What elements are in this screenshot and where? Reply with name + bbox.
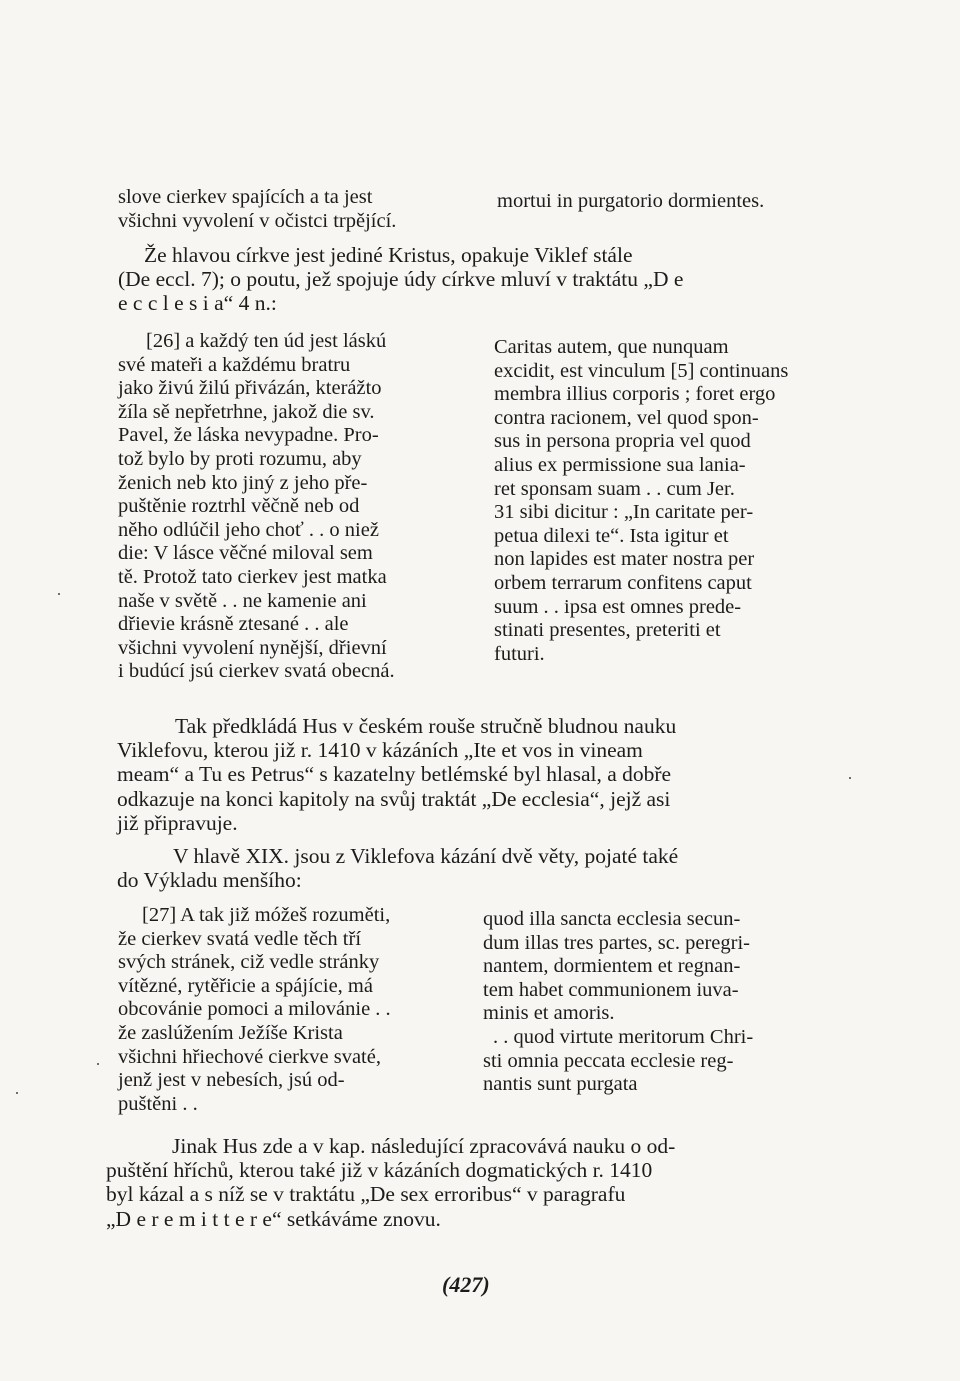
text-line: meam“ a Tu es Petrus“ s kazatelny betlémské byl hlasal, a dobře [117, 762, 672, 787]
text-line: ženich neb kto jiný z jeho pře- [118, 471, 368, 494]
text-line: Tak předkládá Hus v českém rouše stručně bludnou nauku [175, 714, 677, 738]
text-line: své mateři a každému bratru [118, 353, 351, 376]
text-line: obcovánie pomoci a milovánie . . [118, 998, 391, 1021]
text-line: naše v světě . . ne kamenie ani [118, 589, 367, 612]
section26-latin-column [494, 336, 864, 666]
text-line: jenž jest v nebesích, jsú od- [118, 1069, 345, 1092]
text-line: petua dilexi te“. Ista igitur et [494, 524, 729, 547]
closing-paragraph [106, 1134, 846, 1231]
text-line: všichni vyvolení v očistci trpějící. [118, 209, 397, 232]
text-line: odkazuje na konci kapitoly na svůj traktát „De ecclesia“, jejž asi [117, 786, 671, 811]
text-line: Viklefovu, kterou již r. 1410 v kázáních „Ite et vos in vineam [117, 738, 643, 763]
text-line: Jinak Hus zde a v kap. následující zpracovává nauku o od- [172, 1134, 676, 1158]
text-line: že zaslúžením Ježíše Krista [118, 1021, 343, 1044]
text-line: 31 sibi dicitur : „In caritate per- [494, 501, 754, 524]
text-line: Pavel, že láska nevypadne. Pro- [118, 424, 379, 447]
text-line: tož bylo by proti rozumu, aby [118, 447, 362, 470]
text-line: i budúcí jsú cierkev svatá obecná. [118, 660, 395, 683]
text-line: dřievie krásně ztesané . . ale [118, 613, 349, 636]
text-line: něho odlúčil jeho choť . . o niež [118, 518, 379, 541]
scan-speck [16, 1092, 18, 1094]
text-line: puštěni . . [118, 1092, 198, 1115]
scan-speck [849, 777, 851, 779]
text-line: . . quod virtute meritorum Chri- [493, 1025, 754, 1048]
text-line: [27] A tak již móžeš rozuměti, [142, 904, 391, 926]
text-line: excidit, est vinculum [5] continuans [494, 359, 789, 382]
text-line: ret sponsam suam . . cum Jer. [494, 477, 735, 500]
text-line: suum . . ipsa est omnes prede- [494, 595, 742, 618]
text-line: [26] a každý ten úd jest láskú [146, 330, 387, 352]
top-left-column [118, 186, 478, 233]
text-line: puštění hříchů, kterou také již v kázáních dogmatických r. 1410 [106, 1158, 653, 1183]
text-line: do Výkladu menšího: [117, 868, 302, 893]
text-line: mortui in purgatorio dormientes. [497, 190, 765, 212]
text-line: tem habet communionem iuva- [483, 978, 739, 1001]
text-line: V hlavě XIX. jsou z Viklefova kázání dvě věty, pojaté také [173, 844, 679, 868]
text-line: svých stránek, ciž vedle stránky [118, 951, 380, 974]
text-line: všichni vyvolení nynější, dřievní [118, 636, 387, 659]
text-line: žíla sě nepřetrhne, jakož die sv. [118, 400, 375, 423]
text-line: Caritas autem, que nunquam [494, 336, 729, 358]
page-number: (427) [442, 1272, 490, 1297]
text-line: minis et amoris. [483, 1002, 615, 1025]
commentary-paragraph [117, 714, 847, 835]
text-line: slove cierkev spajících a ta jest [118, 186, 373, 208]
text-line: alius ex permissione sua lania- [494, 453, 746, 476]
intro-paragraph [118, 243, 848, 316]
text-line: membra illius corporis ; foret ergo [494, 383, 776, 406]
text-line: „D e r e m i t t e r e“ setkáváme znovu. [106, 1206, 441, 1231]
text-line: contra racionem, vel quod spon- [494, 406, 759, 429]
text-line: dum illas tres partes, sc. peregri- [483, 931, 750, 954]
text-line: jako živú žilú přivázán, kterážto [118, 377, 382, 400]
text-line: byl kázal a s níž se v traktátu „De sex erroribus“ v paragrafu [106, 1182, 626, 1207]
text-line: stinati presentes, preteriti et [494, 619, 721, 642]
text-line: e c c l e s i a“ 4 n.: [118, 291, 277, 316]
section27-czech-column [118, 904, 478, 1116]
text-line: orbem terrarum confitens caput [494, 571, 752, 594]
scan-speck [97, 1063, 99, 1065]
text-line: puštěnie roztrhl věčně neb od [118, 495, 360, 518]
section26-czech-column [118, 330, 478, 684]
section27-latin-column [483, 908, 853, 1097]
text-line: (De eccl. 7); o poutu, jež spojuje údy církve mluví v traktátu „D e [118, 267, 684, 292]
text-line: vítězné, rytěřicie a spájície, má [118, 974, 373, 997]
text-line: futuri. [494, 642, 545, 665]
top-right-column [497, 190, 867, 214]
text-line: quod illa sancta ecclesia secun- [483, 908, 741, 930]
scan-speck [58, 593, 60, 595]
text-line: die: V lásce věčné miloval sem [118, 542, 373, 565]
text-line: tě. Protož tato cierkev jest matka [118, 565, 387, 588]
text-line: non lapides est mater nostra per [494, 548, 755, 571]
text-line: sus in persona propria vel quod [494, 430, 751, 453]
text-line: Že hlavou církve jest jediné Kristus, opakuje Viklef stále [144, 243, 633, 267]
text-line: již připravuje. [117, 810, 238, 835]
text-line: sti omnia peccata ecclesie reg- [483, 1049, 734, 1072]
text-line: nantis sunt purgata [483, 1073, 638, 1096]
text-line: nantem, dormientem et regnan- [483, 955, 741, 978]
chapter-paragraph [117, 844, 847, 892]
text-line: že cierkev svatá vedle těch tří [118, 927, 362, 950]
text-line: všichni hřiechové cierkve svaté, [118, 1045, 381, 1068]
